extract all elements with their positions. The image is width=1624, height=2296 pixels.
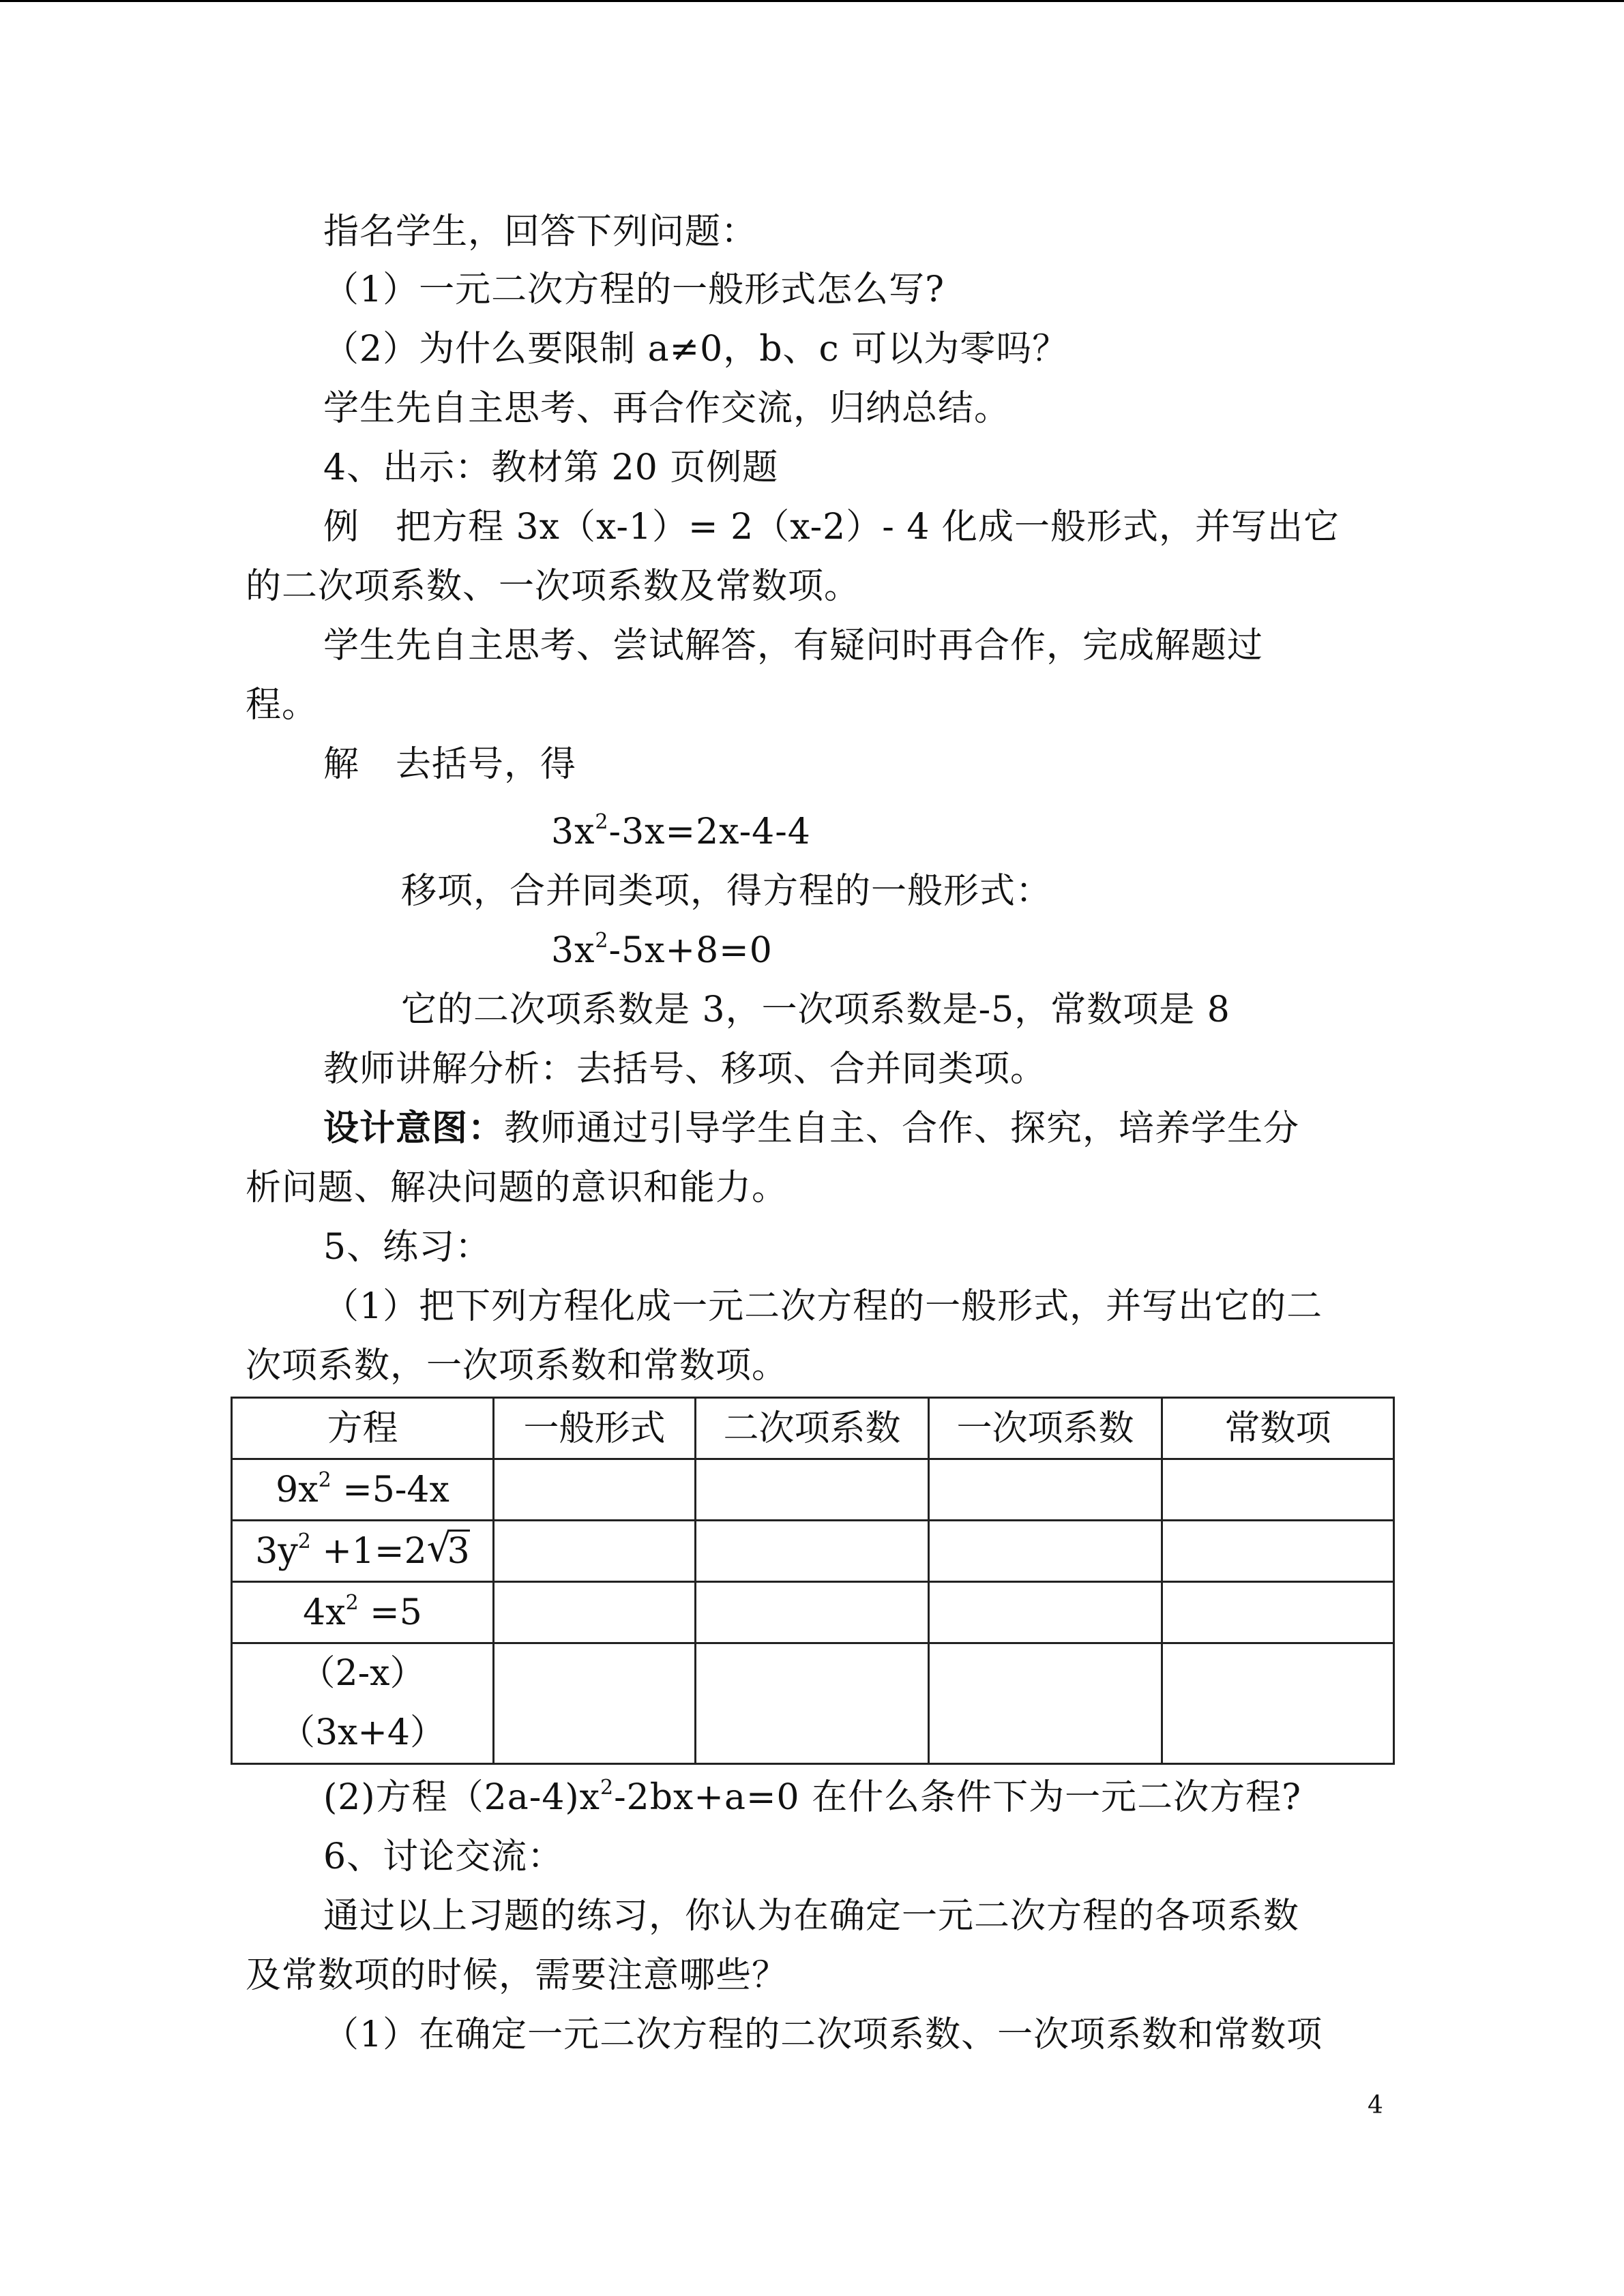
empty-cell xyxy=(1162,1459,1394,1521)
student-line-2: 程。 xyxy=(246,685,319,726)
empty-cell xyxy=(1162,1582,1394,1643)
cell-exponent: 2 xyxy=(318,1467,331,1492)
cell-exponent: 2 xyxy=(345,1590,359,1615)
empty-cell xyxy=(696,1582,929,1643)
empty-cell xyxy=(696,1643,929,1764)
header-general-form: 一般形式 xyxy=(494,1398,696,1459)
step-4-heading: 4、出示：教材第 20 页例题 xyxy=(323,447,779,488)
discussion-line-1: 通过以上习题的练习，你认为在确定一元二次方程的各项系数 xyxy=(323,1896,1300,1937)
equation-2 xyxy=(551,929,773,972)
header-equation: 方程 xyxy=(232,1398,494,1459)
cell-line-1: （2-x） xyxy=(299,1653,426,1694)
example-line-2: 的二次项系数、一次项系数及常数项。 xyxy=(246,566,861,607)
step-6-heading: 6、讨论交流： xyxy=(323,1836,564,1877)
header-quadratic-coef: 二次项系数 xyxy=(696,1398,929,1459)
equation-2-exponent: 2 xyxy=(595,929,609,953)
design-intent-text: 教师通过引导学生自主、合作、探究，培养学生分 xyxy=(504,1108,1300,1149)
design-intent-line-1 xyxy=(323,1107,1299,1150)
exercise-1-line-1: （1）把下列方程化成一元二次方程的一般形式，并写出它的二 xyxy=(323,1286,1323,1327)
empty-cell xyxy=(494,1459,696,1521)
empty-cell xyxy=(929,1582,1162,1643)
table-row xyxy=(232,1643,1394,1764)
empty-cell xyxy=(929,1643,1162,1764)
cell-base: 4x xyxy=(303,1592,346,1633)
equation-2-base: 3x xyxy=(551,930,595,971)
equation-cell xyxy=(232,1643,494,1764)
cell-base: 3y xyxy=(255,1530,298,1572)
page-top-border xyxy=(0,0,1624,2)
intro-line: 指名学生，回答下列问题： xyxy=(323,211,758,252)
discussion-line-3: （1）在确定一元二次方程的二次项系数、一次项系数和常数项 xyxy=(323,2014,1323,2055)
cell-rest: +1=2 xyxy=(310,1530,427,1572)
empty-cell xyxy=(696,1459,929,1521)
table-header-row xyxy=(232,1398,1394,1459)
empty-cell xyxy=(1162,1643,1394,1764)
empty-cell xyxy=(494,1643,696,1764)
cell-line-2: （3x+4） xyxy=(279,1712,446,1753)
exercise-2-end: -2bx+a=0 在什么条件下为一元二次方程? xyxy=(614,1777,1302,1818)
empty-cell xyxy=(929,1521,1162,1582)
design-intent-label: 设计意图： xyxy=(323,1107,505,1149)
square-root xyxy=(426,1525,470,1573)
table-row xyxy=(232,1459,1394,1521)
design-intent-line-2: 析问题、解决问题的意识和能力。 xyxy=(246,1167,788,1208)
teacher-line: 教师讲解分析：去括号、移项、合并同类项。 xyxy=(323,1049,1047,1090)
exercise-2-line xyxy=(323,1776,1301,1819)
step-5-heading: 5、练习： xyxy=(323,1227,492,1268)
cell-rest: =5 xyxy=(358,1592,422,1633)
empty-cell xyxy=(494,1582,696,1643)
coefficients-line: 它的二次项系数是 3，一次项系数是-5，常数项是 8 xyxy=(401,989,1230,1030)
empty-cell xyxy=(494,1521,696,1582)
equation-1 xyxy=(551,810,811,854)
question-1: （1）一元二次方程的一般形式怎么写? xyxy=(323,269,945,310)
header-linear-coef: 一次项系数 xyxy=(929,1398,1162,1459)
solution-intro: 解 去括号，得 xyxy=(323,744,577,785)
equation-cell xyxy=(232,1521,494,1582)
equation-1-base: 3x xyxy=(551,811,595,852)
move-terms-line: 移项，合并同类项，得方程的一般形式： xyxy=(401,871,1052,912)
question-3: 学生先自主思考、再合作交流，归纳总结。 xyxy=(323,388,1011,429)
sqrt-radicand: 3 xyxy=(447,1530,470,1572)
equation-cell xyxy=(232,1582,494,1643)
cell-exponent: 2 xyxy=(297,1529,311,1553)
empty-cell xyxy=(696,1521,929,1582)
cell-rest: =5-4x xyxy=(331,1469,449,1510)
equation-1-rest: -3x=2x-4-4 xyxy=(608,811,811,852)
equation-1-exponent: 2 xyxy=(595,810,609,834)
example-line-1: 例 把方程 3x（x-1）= 2（x-2）- 4 化成一般形式，并写出它 xyxy=(323,507,1340,548)
exercise-2-exponent: 2 xyxy=(600,1776,615,1800)
equation-cell xyxy=(232,1459,494,1521)
empty-cell xyxy=(929,1459,1162,1521)
discussion-line-2: 及常数项的时候，需要注意哪些？ xyxy=(246,1955,788,1996)
cell-base: 9x xyxy=(276,1469,319,1510)
student-line-1: 学生先自主思考、尝试解答，有疑问时再合作，完成解题过 xyxy=(323,625,1264,666)
empty-cell xyxy=(1162,1521,1394,1582)
table-row xyxy=(232,1582,1394,1643)
sqrt-sign: √ xyxy=(426,1525,452,1570)
equation-2-rest: -5x+8=0 xyxy=(608,930,773,971)
header-constant: 常数项 xyxy=(1162,1398,1394,1459)
question-2: （2）为什么要限制 a≠0，b、c 可以为零吗？ xyxy=(323,329,1069,370)
exercise-2-start: (2)方程（2a-4)x xyxy=(323,1777,601,1818)
exercise-table xyxy=(231,1397,1395,1765)
page-number: 4 xyxy=(1368,2091,1383,2119)
table-row xyxy=(232,1521,1394,1582)
exercise-1-line-2: 次项系数，一次项系数和常数项。 xyxy=(246,1345,788,1386)
